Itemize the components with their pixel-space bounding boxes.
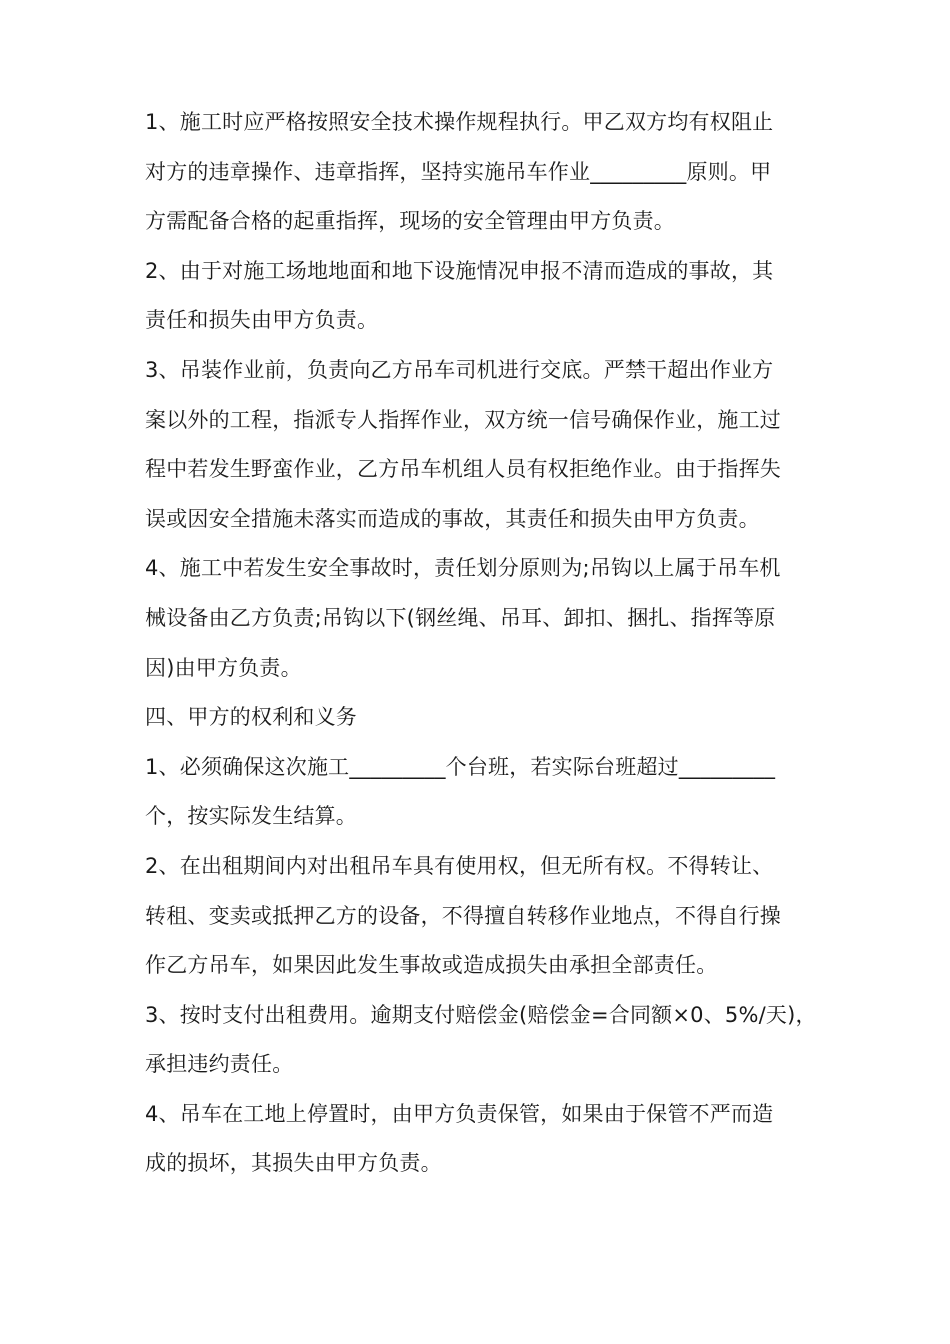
text-line: 因)由甲方负责。 <box>145 655 302 680</box>
text-line: 作乙方吊车，如果因此发生事故或造成损失由承担全部责任。 <box>145 953 718 978</box>
text-line: 责任和损失由甲方负责。 <box>145 308 379 333</box>
text-line: 1、必须确保这次施工_________个台班，若实际台班超过_________ <box>145 754 776 779</box>
text-line: 3、按时支付出租费用。逾期支付赔偿金(赔偿金=合同额×0、5%/天)， <box>145 1002 817 1027</box>
text-line: 案以外的工程，指派专人指挥作业，双方统一信号确保作业，施工过 <box>145 407 781 432</box>
document-body <box>145 98 825 1189</box>
text-line: 承担违约责任。 <box>145 1052 294 1077</box>
text-line: 成的损坏，其损失由甲方负责。 <box>145 1151 442 1176</box>
text-line: 4、施工中若发生安全事故时，责任划分原则为;吊钩以上属于吊车机 <box>145 556 781 581</box>
text-line: 4、吊车在工地上停置时，由甲方负责保管，如果由于保管不严而造 <box>145 1101 774 1126</box>
text-line: 1、施工时应严格按照安全技术操作规程执行。甲乙双方均有权阻止 <box>145 110 774 134</box>
text-line: 2、由于对施工场地地面和地下设施情况申报不清而造成的事故，其 <box>145 258 774 283</box>
text-line: 程中若发生野蛮作业，乙方吊车机组人员有权拒绝作业。由于指挥失 <box>145 457 781 482</box>
text-line: 转租、变卖或抵押乙方的设备，不得擅自转移作业地点，不得自行操 <box>145 903 781 928</box>
text-line: 3、吊装作业前，负责向乙方吊车司机进行交底。严禁干超出作业方 <box>145 357 774 382</box>
text-line: 误或因安全措施未落实而造成的事故，其责任和损失由甲方负责。 <box>145 506 760 531</box>
section-heading: 四、甲方的权利和义务 <box>145 705 357 730</box>
text-line: 方需配备合格的起重指挥，现场的安全管理由甲方负责。 <box>145 209 675 234</box>
text-line: 械设备由乙方负责;吊钩以下(钢丝绳、吊耳、卸扣、捆扎、指挥等原 <box>145 605 776 630</box>
text-line: 2、在出租期间内对出租吊车具有使用权，但无所有权。不得转让、 <box>145 853 774 878</box>
text-line: 对方的违章操作、违章指挥，坚持实施吊车作业_________原则。甲 <box>145 159 772 184</box>
text-line: 个，按实际发生结算。 <box>145 804 357 829</box>
